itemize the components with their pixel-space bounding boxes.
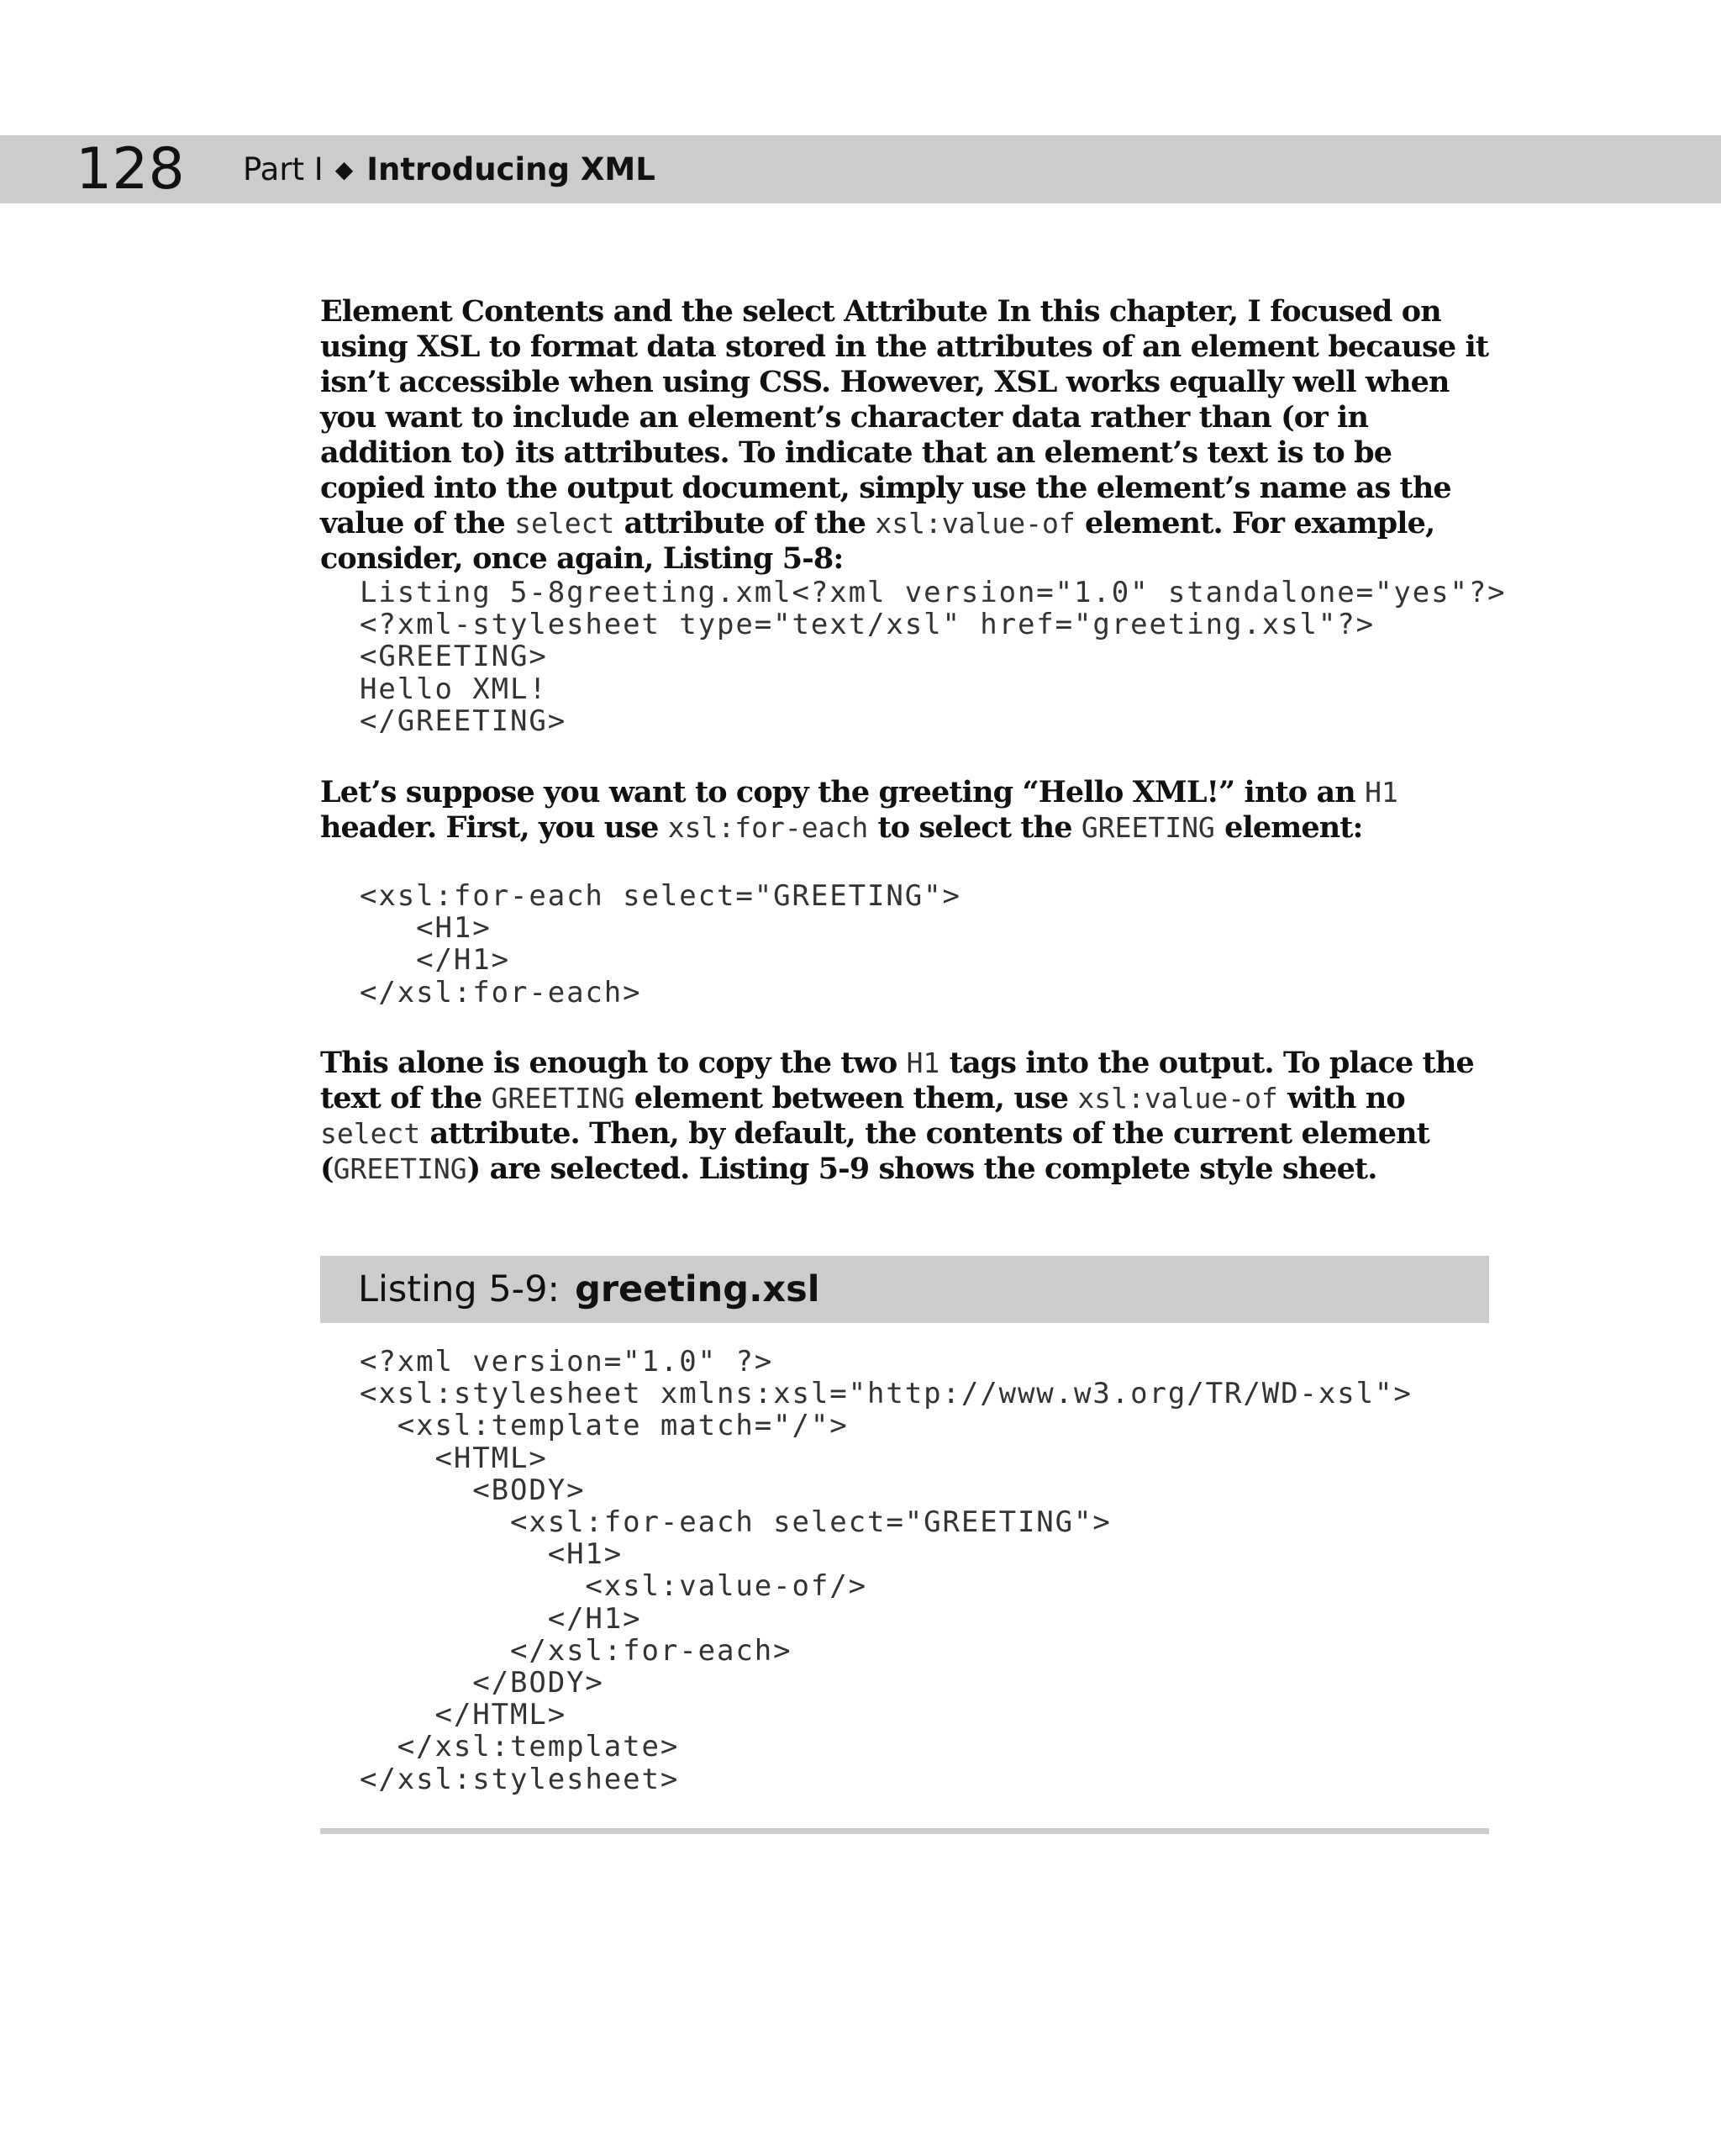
listing-number: Listing 5-9: [358, 1268, 561, 1310]
inline-code: xsl:for-each [667, 811, 869, 844]
paragraph-value-of [320, 1046, 1490, 1187]
inline-code: GREETING [491, 1082, 625, 1115]
paragraph-text: header. First, you use [320, 810, 668, 845]
listing-caption-band [320, 1256, 1489, 1323]
code-block-listing-5-9: <?xml version="1.0" ?> <xsl:stylesheet xmlns:xsl="http://www.w3.org/TR/WD-xsl"> <xsl:template match="/"> <HTML> <BODY> <xsl:for-each select="GREETING"> <H1> <xsl:value-of/> </H1> </xsl:for-each> </BODY> </HTML> </xsl:template> </xsl:stylesheet> [360, 1345, 1413, 1796]
code-block-listing-5-8: Listing 5-8greeting.xml<?xml version="1.0" standalone="yes"?> <?xml-stylesheet type="text/xsl" href="greeting.xsl"?> <GREETING> Hello XML! </GREETING> [360, 576, 1507, 738]
paragraph-text: to select the [868, 810, 1082, 845]
page-number: 128 [76, 136, 185, 203]
paragraph-copy-greeting [320, 775, 1490, 846]
diamond-icon: ◆ [334, 156, 354, 183]
paragraph-text: ) are selected. Listing 5-9 shows the complete style sheet. [466, 1152, 1377, 1186]
paragraph-text: Element Contents and the select Attribute In this chapter, I focused on using XSL to format data stored in the attributes of an element because it isn’t accessible when using CSS. However, XSL works equally well when you want to include an element’s character data rather than (or in addition to) its attributes. To indicate that an element’s text is to be copied into the output document, simply use the element’s name as the value of the [320, 294, 1489, 540]
listing-caption [358, 1256, 819, 1323]
listing-filename: greeting.xsl [575, 1268, 820, 1310]
running-head [243, 135, 655, 203]
inline-code: GREETING [1081, 811, 1215, 844]
paragraph-text: element: [1214, 810, 1363, 845]
chapter-title: Introducing XML [366, 151, 655, 187]
paragraph-text: attribute of the [614, 506, 876, 540]
paragraph-text: with no [1277, 1081, 1405, 1115]
part-label: Part I [243, 151, 324, 187]
paragraph-text: element. For example, consider, once again, Listing 5-8: [320, 506, 1435, 576]
paragraph-text: This alone is enough to copy the two [320, 1046, 907, 1080]
inline-code: select [514, 507, 615, 540]
inline-code: H1 [1365, 776, 1398, 809]
listing-end-rule [320, 1828, 1489, 1834]
paragraph-text: tags into the output. To place the text of the [320, 1046, 1474, 1115]
inline-code: GREETING [333, 1152, 467, 1185]
paragraph-text: element between them, use [624, 1081, 1078, 1115]
paragraph-text: Let’s suppose you want to copy the greeting “Hello XML!” into an [320, 775, 1366, 809]
paragraph-text: attribute. Then, by default, the contents of the current element ( [320, 1116, 1429, 1186]
running-header [0, 135, 1721, 203]
code-block-for-each: <xsl:for-each select="GREETING"> <H1> </H1> </xsl:for-each> [360, 879, 961, 1009]
inline-code: select [320, 1117, 421, 1150]
inline-code: xsl:value-of [1077, 1082, 1278, 1115]
inline-code: xsl:value-of [875, 507, 1076, 540]
inline-code: H1 [906, 1046, 940, 1079]
paragraph-element-contents [320, 294, 1490, 577]
